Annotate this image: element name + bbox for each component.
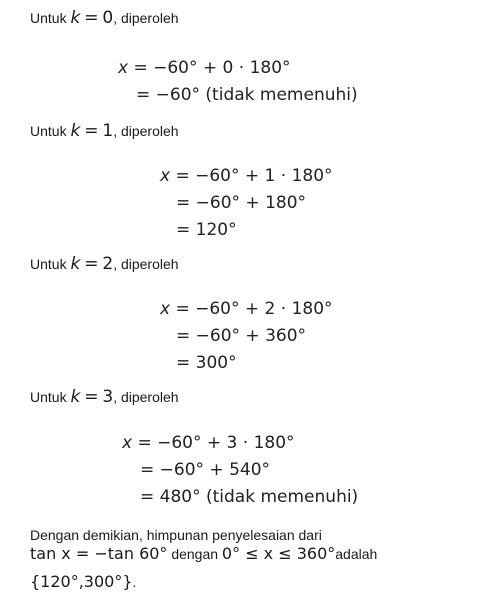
case-2-expr-0: = −60° + 2 · 180° bbox=[175, 299, 333, 319]
conclusion-tail: adalah bbox=[335, 546, 378, 562]
case-1-expr-0: = −60° + 1 · 180° bbox=[175, 166, 333, 186]
case-1-suffix: , diperoleh bbox=[113, 123, 179, 139]
k-symbol: k bbox=[70, 121, 81, 141]
case-1-label bbox=[30, 121, 179, 141]
case-2-label bbox=[30, 254, 179, 274]
equals-sign: = bbox=[84, 387, 99, 407]
case-0-k-value: 0 bbox=[102, 8, 114, 28]
case-3-line-2 bbox=[140, 487, 358, 507]
case-1-expr-2: = 120° bbox=[176, 220, 237, 240]
variable-x: x bbox=[122, 433, 133, 453]
case-1-line-2 bbox=[176, 220, 237, 240]
equals-sign: = bbox=[84, 121, 99, 141]
variable-x: x bbox=[160, 166, 171, 186]
case-1-expr-1: = −60° + 180° bbox=[176, 193, 307, 213]
case-3-line-1 bbox=[140, 460, 270, 480]
case-3-suffix: , diperoleh bbox=[113, 389, 179, 405]
equals-sign: = bbox=[84, 254, 99, 274]
case-3-label bbox=[30, 387, 179, 407]
conclusion-interval: 0° ≤ x ≤ 360° bbox=[221, 544, 336, 563]
case-2-suffix: , diperoleh bbox=[113, 256, 179, 272]
case-3-prefix: Untuk bbox=[30, 389, 67, 405]
conclusion-end: . bbox=[132, 574, 137, 590]
case-1-prefix: Untuk bbox=[30, 123, 67, 139]
case-0-expr-1: = −60° (tidak memenuhi) bbox=[136, 85, 358, 105]
conclusion-line-3 bbox=[30, 572, 136, 591]
case-0-line-0 bbox=[118, 58, 291, 78]
case-1-line-1 bbox=[176, 193, 306, 213]
case-3-expr-2: = 480° (tidak memenuhi) bbox=[140, 487, 359, 507]
case-0-suffix: , diperoleh bbox=[113, 10, 179, 26]
case-1-k-value: 1 bbox=[102, 121, 114, 141]
case-2-expr-1: = −60° + 360° bbox=[176, 326, 307, 346]
k-symbol: k bbox=[70, 254, 81, 274]
k-symbol: k bbox=[70, 8, 81, 28]
case-2-line-0 bbox=[160, 299, 333, 319]
case-2-line-2 bbox=[176, 353, 237, 373]
case-0-expr-0: = −60° + 0 · 180° bbox=[133, 58, 291, 78]
case-3-expr-1: = −60° + 540° bbox=[140, 460, 271, 480]
case-2-expr-2: = 300° bbox=[176, 353, 237, 373]
case-0-label bbox=[30, 8, 179, 28]
conclusion-equation: tan x = −tan 60° bbox=[30, 544, 168, 563]
conclusion-line-2 bbox=[30, 544, 377, 563]
case-3-k-value: 3 bbox=[102, 387, 114, 407]
conclusion-middle: dengan bbox=[171, 546, 219, 562]
case-3-expr-0: = −60° + 3 · 180° bbox=[137, 433, 295, 453]
case-2-line-1 bbox=[176, 326, 306, 346]
case-2-k-value: 2 bbox=[102, 254, 114, 274]
conclusion-line-1: Dengan demikian, himpunan penyelesaian dari bbox=[30, 527, 322, 543]
case-3-line-0 bbox=[122, 433, 295, 453]
solution-set: {120°,300°} bbox=[30, 572, 133, 591]
case-2-prefix: Untuk bbox=[30, 256, 67, 272]
variable-x: x bbox=[160, 299, 171, 319]
case-0-prefix: Untuk bbox=[30, 10, 67, 26]
equals-sign: = bbox=[84, 8, 99, 28]
case-1-line-0 bbox=[160, 166, 333, 186]
variable-x: x bbox=[118, 58, 129, 78]
case-0-line-1 bbox=[136, 85, 358, 105]
k-symbol: k bbox=[70, 387, 81, 407]
